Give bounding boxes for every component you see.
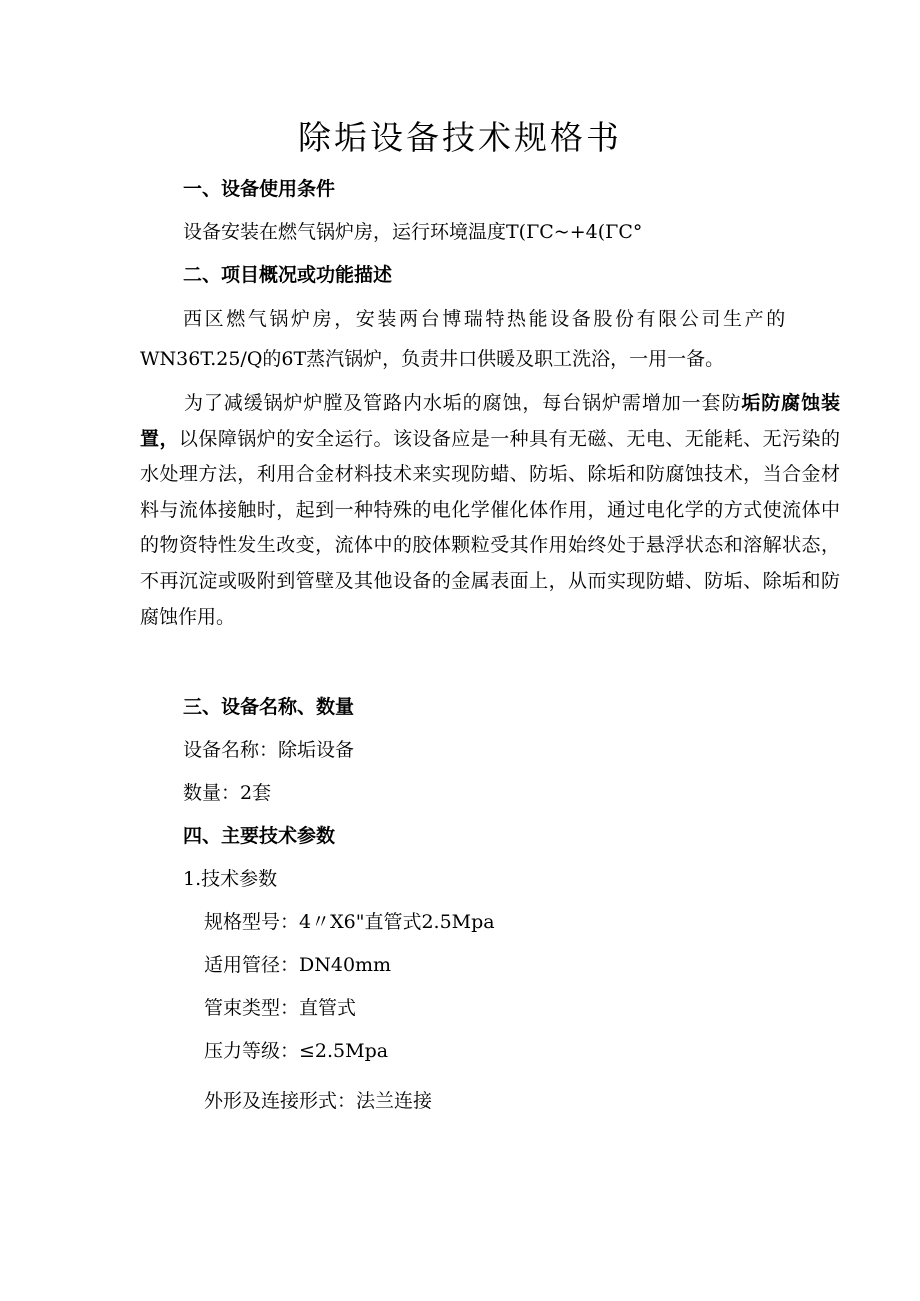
page-title: 除垢设备技术规格书 bbox=[298, 118, 622, 157]
section-2-heading: 二、项目概况或功能描述 bbox=[183, 264, 393, 286]
param-item: 外形及连接形式：法兰连接 bbox=[204, 1090, 433, 1112]
param-item: 规格型号：4〃X6"直管式2.5Mpa bbox=[204, 911, 495, 933]
operating-conditions-text: 设备安装在燃气锅炉房，运行环境温度T(ΓC~+4(ΓC° bbox=[183, 221, 643, 243]
section-3-heading: 三、设备名称、数量 bbox=[183, 696, 355, 718]
equipment-name: 设备名称：除垢设备 bbox=[183, 739, 355, 761]
param-item: 适用管径：DN40mm bbox=[204, 954, 392, 976]
function-text-bold: 垢防腐蚀装置， bbox=[140, 392, 840, 450]
param-item: 压力等级：≤2.5Mpa bbox=[204, 1040, 389, 1062]
equipment-quantity: 数量：2套 bbox=[183, 782, 272, 804]
overview-line-1: 西区燃气锅炉房，安装两台博瑞特热能设备股份有限公司生产的 bbox=[183, 308, 788, 330]
function-description-paragraph bbox=[140, 386, 840, 635]
tech-params-subheading: 1.技术参数 bbox=[183, 868, 278, 890]
function-text-start: 为了减缓锅炉炉膛及管路内水垢的腐蚀，每台锅炉需增加一套防 bbox=[184, 392, 742, 414]
section-4-heading: 四、主要技术参数 bbox=[183, 825, 336, 847]
param-item: 管束类型：直管式 bbox=[204, 997, 357, 1019]
function-text-rest: 以保障锅炉的安全运行。该设备应是一种具有无磁、无电、无能耗、无污染的水处理方法，利用合金材料技术来实现防蜡、防垢、除垢和防腐蚀技术，当合金材料与流体接触时，起到一种特殊的电化学催化体作用，通过电化学的方式使流体中的物资特性发生改变，流体中的胶体颗粒受其作用始终处于悬浮状态和溶解状态，不再沉淀或吸附到管壁及其他设备的金属表面上，从而实现防蜡、防垢、除垢和防腐蚀作用。 bbox=[140, 427, 840, 628]
section-1-heading: 一、设备使用条件 bbox=[183, 178, 336, 200]
overview-line-2: WN36T.25/Q的6T蒸汽锅炉，负责井口供暖及职工洗浴，一用一备。 bbox=[140, 348, 725, 370]
